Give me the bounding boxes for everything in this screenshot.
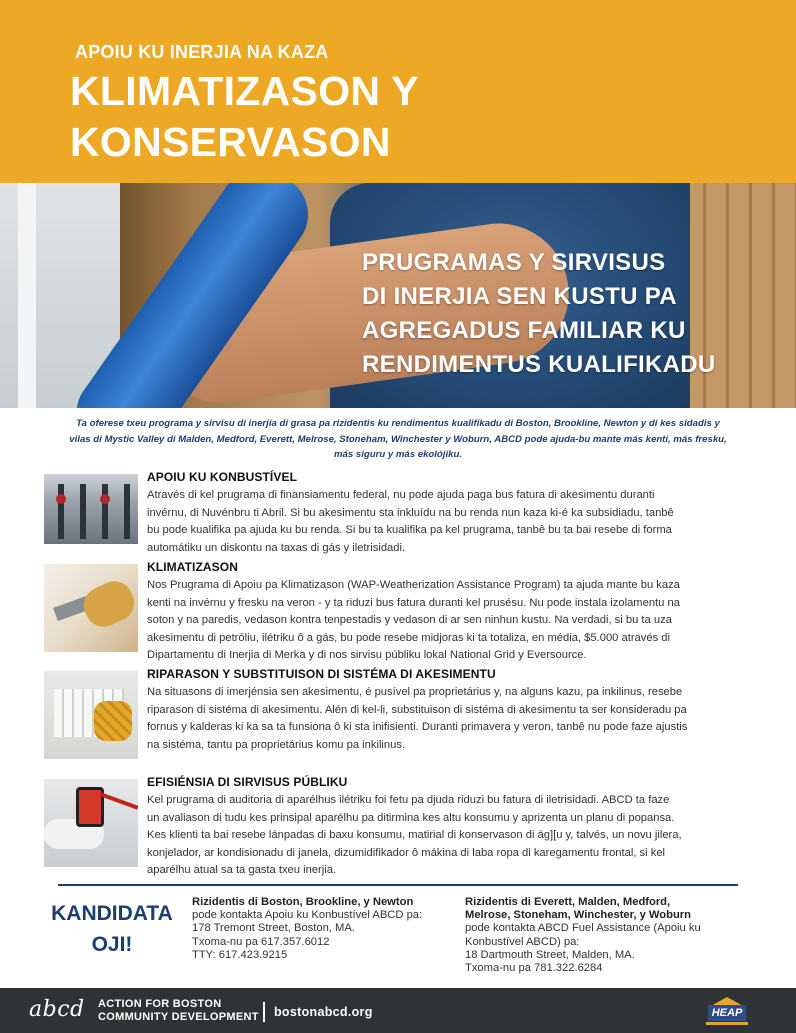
- section-body: [147, 487, 747, 557]
- body-line: Nos Prugrama di Apoiu pa Klimatizason (WAP-Weatherization Assistance Program) ta ajuda mante bu kaza: [147, 579, 680, 591]
- boiler-pipes-image: [44, 474, 138, 544]
- org-name: [98, 998, 259, 1023]
- footer-separator: [263, 1002, 265, 1022]
- contact-line: pode kontakta Apoiu ku Konbustível ABCD pa:: [192, 909, 423, 922]
- section-body: [147, 684, 747, 754]
- section-body: [147, 792, 747, 880]
- radiator-image: [44, 671, 138, 759]
- hero-line-2: DI INERJIA SEN KUSTU PA: [362, 283, 677, 310]
- org-name-line-1: ACTION FOR BOSTON: [98, 998, 222, 1010]
- body-line: konjelador, ar kondisionadu di janela, dizumidifikador ô mákina di laba ropa di karegamentu frontal, si kel: [147, 846, 666, 859]
- contact-address: 18 Dartmouth Street, Malden, MA.: [465, 948, 635, 961]
- body-line: soton y na paredis, vedason kontra tenpestadis y vedason di ar sen ninhun kustu. Na verdadi, si bu ta uza: [147, 614, 672, 627]
- divider: [58, 884, 738, 886]
- contact-label: Melrose, Stoneham, Winchester, y Woburn: [465, 909, 691, 922]
- contact-line: pode kontakta ABCD Fuel Assistance (Apoiu ku: [465, 922, 701, 935]
- cta-line-1: KANDIDATA: [51, 902, 173, 925]
- header-kicker: APOIU KU INERJIA NA KAZA: [75, 42, 329, 62]
- body-line: Kes klienti ta bai resebe lánpadas di baxu konsumu, matirial di konservason di ág][u y, talvés, un novu jilera,: [147, 829, 682, 842]
- page-title: [70, 66, 419, 168]
- contact-label: Rizidentis di Everett, Malden, Medford,: [465, 896, 671, 908]
- contact-boston: [192, 896, 454, 962]
- section-body: [147, 577, 747, 665]
- footer-bar: [0, 988, 796, 1033]
- body-line: automátiku un diskontu na taxas di gás y iletrisidadi.: [147, 541, 406, 554]
- body-line: Através di kel prugrama di finansiamentu federal, nu pode ajuda paga bus fatura di akesimentu duranti: [147, 489, 655, 501]
- body-line: Kel prugrama di auditoria di aparélhus ilétriku foi fetu pa djuda riduzi bu fatura di iletrisidadi. ABCD ta faze: [147, 794, 670, 806]
- section-title: EFISIÉNSIA DI SIRVISUS PÚBLIKU: [147, 775, 348, 789]
- header-banner: [0, 0, 796, 183]
- contact-phone: Txoma-nu pa 617.357.6012: [192, 935, 330, 948]
- contact-address: 178 Tremont Street, Boston, MA.: [192, 922, 355, 935]
- intro-line: Ta oferese txeu programa y sirvisu di inerjia di grasa pa rizidentis ku rendimentus kualifikadu di Boston, Brookline, Newton y di kes sidadis y: [76, 418, 720, 429]
- contact-mystic-valley: [465, 896, 755, 975]
- intro-text: [40, 416, 756, 463]
- abcd-logo: abcd: [29, 997, 85, 1022]
- title-line-1: KLIMATIZASON Y: [70, 68, 419, 114]
- body-line: riparason di sistéma di akesimentu. Alén di kel-li, substituison di sistéma di akesimentu ta ser konsideradu pa: [147, 703, 687, 716]
- section-title: APOIU KU KONBUSTÍVEL: [147, 470, 298, 484]
- hero-line-4: RENDIMENTUS KUALIFIKADU: [362, 351, 716, 378]
- body-line: fornus y kalderas ki ka sa ta funsiona ô ki sta inifisienti. Duranti primavera y veron, tanbê nu pode faze ajustis: [147, 721, 688, 734]
- intro-line: más siguru y más ekolójiku.: [334, 449, 462, 460]
- org-name-line-2: COMMUNITY DEVELOPMENT: [98, 1010, 259, 1023]
- insulation-work-image: [44, 564, 138, 652]
- body-line: kenti na invérnu y fresku na veron - y ta riduzi bus fatura duranti kel prusésu. Nu pode instala izolamentu na: [147, 596, 680, 609]
- intro-line: vilas di Mystic Valley di Malden, Medford, Everett, Melrose, Stoneham, Winchester y Woburn, ABCD pode ajuda-bu mante más kenti, más fresku,: [69, 433, 727, 445]
- apply-now-heading: [44, 898, 180, 960]
- contact-tty: TTY: 617.423.9215: [192, 948, 288, 961]
- section-title: KLIMATIZASON: [147, 560, 238, 574]
- electric-meter-image: [44, 779, 138, 867]
- body-line: aparélhu atual sa ta gasta txeu inerjia.: [147, 864, 337, 877]
- body-line: invérnu, di Nuvénbru ti Abril. Si bu akesimentu sta inkluídu na bu renda nun kaza ki-é ka subsidiadu, tanbê: [147, 506, 674, 519]
- title-line-2: KONSERVASON: [70, 119, 391, 165]
- body-line: akesimentu di petróliu, ilétriku ô a gás, bu pode resebe midjoras ki ta totaliza, en média, $5.000 através di: [147, 631, 670, 644]
- body-line: bu pode kualifika pa ajuda ku bu renda. Si bu ta kualifika pa kel prugrama, tanbê bu ta bai resebe di forma: [147, 524, 672, 537]
- body-line: Na situasons di imerjénsia sen akesimentu, é pusível pa proprietárius y, na alguns kazu, pa inkilinus, resebe: [147, 686, 683, 698]
- hero-photo: [0, 183, 796, 408]
- section-title: RIPARASON Y SUBSTITUISON DI SISTÉMA DI AKESIMENTU: [147, 667, 496, 681]
- body-line: un avaliason di tudu kes prinsipal aparélhu pa ditirmina kes altu konsumu y aprizenta un planu di popansa.: [147, 811, 675, 824]
- hero-line-1: PRUGRAMAS Y SIRVISUS: [362, 249, 666, 276]
- heap-logo-text: HEAP: [708, 1005, 746, 1021]
- contact-line: Konbustível ABCD) pa:: [465, 935, 580, 948]
- heap-logo: [706, 995, 748, 1027]
- website-link[interactable]: bostonabcd.org: [274, 1005, 373, 1019]
- contact-phone: Txoma-nu pa 781.322.6284: [465, 962, 603, 975]
- body-line: na sistéma, tantu pa proprietárius komu pa inkilinus.: [147, 738, 406, 751]
- hero-headline: [362, 246, 716, 382]
- hero-line-3: AGREGADUS FAMILIAR KU: [362, 317, 686, 344]
- body-line: Dipartamentu di Inerjia di Merka y di nos sirvisu públiku lokal National Grid y Eversource.: [147, 649, 587, 662]
- cta-line-2: OJI!: [91, 933, 133, 956]
- contact-label: Rizidentis di Boston, Brookline, y Newton: [192, 896, 414, 908]
